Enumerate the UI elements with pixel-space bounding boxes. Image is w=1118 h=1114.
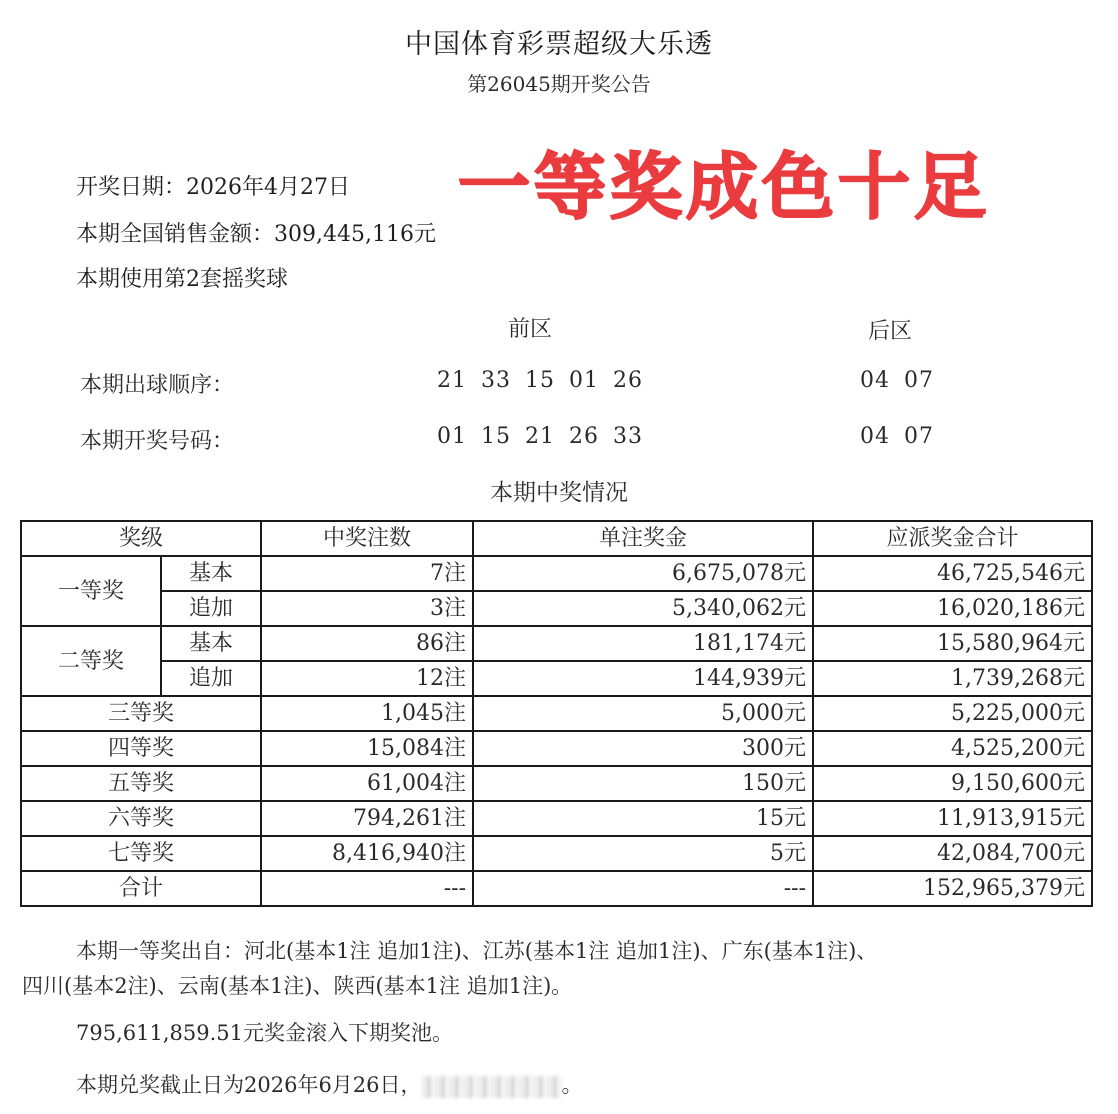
draw-order-label: 本期出球顺序： [80,373,235,398]
table-row [21,661,1092,696]
prize-type: 基本 [161,626,261,661]
winning-numbers-front: 01 15 21 26 33 [437,424,643,449]
first-prize-winners-line2: 四川(基本2注)、云南(基本1注)、陕西(基本1注 追加1注)。 [22,974,573,998]
unit-prize: 5,340,062元 [473,591,813,626]
header-total-prize: 应派奖金合计 [813,521,1092,556]
header-level: 奖级 [21,521,261,556]
table-header-row [21,521,1092,556]
prize-level: 七等奖 [21,836,261,871]
sum-count: --- [261,871,473,906]
draw-order-front: 21 33 15 01 26 [437,368,643,393]
unit-prize: 150元 [473,766,813,801]
draw-order-back: 04 07 [860,368,934,393]
table-row [21,766,1092,801]
prize-level: 一等奖 [21,556,161,626]
total-prize: 16,020,186元 [813,591,1092,626]
unit-prize: 144,939元 [473,661,813,696]
winner-count: 1,045注 [261,696,473,731]
header-count: 中奖注数 [261,521,473,556]
table-row [21,801,1092,836]
winner-count: 86注 [261,626,473,661]
winner-count: 7注 [261,556,473,591]
unit-prize: 15元 [473,801,813,836]
prize-level: 二等奖 [21,626,161,696]
total-prize: 11,913,915元 [813,801,1092,836]
winning-numbers-label: 本期开奖号码： [80,429,235,454]
draw-number-subtitle: 第26045期开奖公告 [467,72,651,96]
total-prize: 15,580,964元 [813,626,1092,661]
prize-table [20,520,1093,907]
header-unit-prize: 单注奖金 [473,521,813,556]
winner-count: 3注 [261,591,473,626]
winner-count: 794,261注 [261,801,473,836]
total-prize: 1,739,268元 [813,661,1092,696]
total-prize: 42,084,700元 [813,836,1092,871]
table-sum-row [21,871,1092,906]
front-zone-label: 前区 [508,317,553,342]
table-row [21,696,1092,731]
first-prize-winners-line1: 本期一等奖出自：河北(基本1注 追加1注)、江苏(基本1注 追加1注)、广东(基本1注)、 [76,939,878,963]
redacted-text [422,1076,562,1098]
headline-banner: 一等奖成色十足 [458,145,991,229]
table-row [21,556,1092,591]
total-prize: 5,225,000元 [813,696,1092,731]
total-prize: 46,725,546元 [813,556,1092,591]
rollover-note: 795,611,859.51元奖金滚入下期奖池。 [76,1021,453,1045]
prize-level: 六等奖 [21,801,261,836]
prize-type: 追加 [161,591,261,626]
winning-numbers-back: 04 07 [860,424,934,449]
winner-count: 12注 [261,661,473,696]
sales-amount: 本期全国销售金额：309,445,116元 [76,222,436,247]
sum-unit: --- [473,871,813,906]
total-prize: 9,150,600元 [813,766,1092,801]
table-row [21,591,1092,626]
prize-type: 基本 [161,556,261,591]
prize-level: 五等奖 [21,766,261,801]
prize-section-title: 本期中奖情况 [490,480,628,506]
prize-type: 追加 [161,661,261,696]
unit-prize: 5,000元 [473,696,813,731]
deadline-end: 。 [561,1073,583,1097]
sum-total: 152,965,379元 [813,871,1092,906]
draw-date: 开奖日期：2026年4月27日 [76,175,350,200]
total-prize: 4,525,200元 [813,731,1092,766]
winner-count: 61,004注 [261,766,473,801]
unit-prize: 5元 [473,836,813,871]
table-row [21,626,1092,661]
prize-level: 四等奖 [21,731,261,766]
deadline-text: 本期兑奖截止日为2026年6月26日， [76,1073,422,1097]
winner-count: 8,416,940注 [261,836,473,871]
winner-count: 15,084注 [261,731,473,766]
deadline-note [76,1069,583,1099]
unit-prize: 6,675,078元 [473,556,813,591]
ball-set: 本期使用第2套摇奖球 [76,267,288,292]
back-zone-label: 后区 [868,319,913,344]
table-row [21,731,1092,766]
unit-prize: 300元 [473,731,813,766]
sum-label: 合计 [21,871,261,906]
unit-prize: 181,174元 [473,626,813,661]
page-title: 中国体育彩票超级大乐透 [405,29,713,60]
table-row [21,836,1092,871]
prize-level: 三等奖 [21,696,261,731]
